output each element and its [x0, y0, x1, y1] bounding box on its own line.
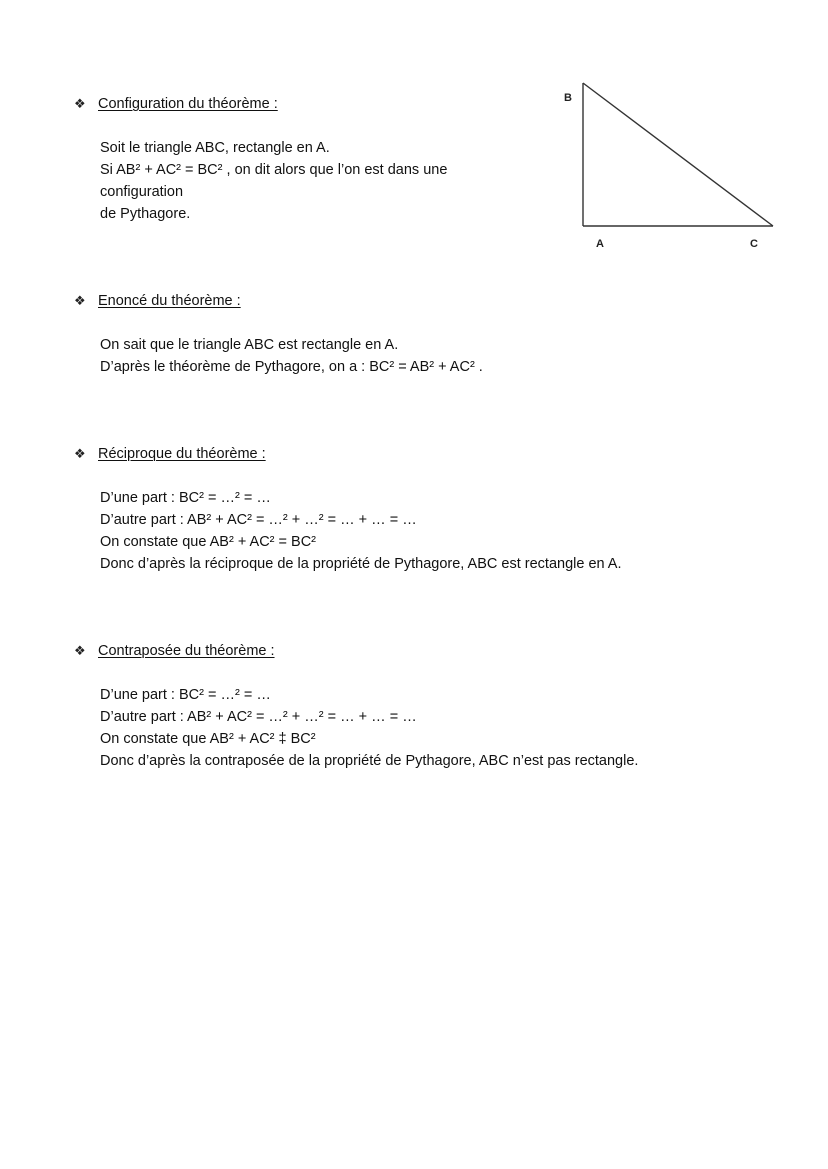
- text-line: D’une part : BC² = …² = …: [100, 687, 271, 703]
- diamond-bullet-icon: ❖: [74, 446, 86, 461]
- section-title: Contraposée du théorème :: [98, 643, 275, 659]
- section-heading-enonce: [74, 290, 404, 312]
- right-triangle-figure: [545, 80, 795, 260]
- diamond-bullet-icon: ❖: [74, 293, 86, 308]
- text-line: On sait que le triangle ABC est rectangle en A.: [100, 337, 399, 353]
- section-body-reciproque: [100, 487, 720, 575]
- text-line: On constate que AB² + AC² ‡ BC²: [100, 731, 316, 747]
- text-line: configuration: [100, 184, 184, 200]
- vertex-label-a: A: [596, 238, 604, 250]
- section-heading-contraposee: [74, 640, 404, 662]
- section-title: Configuration du théorème :: [98, 96, 278, 112]
- text-line: D’autre part : AB² + AC² = …² + …² = … + … = …: [100, 512, 417, 528]
- text-line: Si AB² + AC² = BC² , on dit alors que l’on est dans une: [100, 162, 448, 178]
- vertex-label-b: B: [564, 92, 572, 104]
- text-line: Soit le triangle ABC, rectangle en A.: [100, 140, 330, 156]
- text-line: D’autre part : AB² + AC² = …² + …² = … + … = …: [100, 709, 417, 725]
- diamond-bullet-icon: ❖: [74, 96, 86, 111]
- text-line: Donc d’après la réciproque de la propriété de Pythagore, ABC est rectangle en A.: [100, 556, 622, 572]
- section-heading-configuration: [74, 93, 404, 115]
- text-line: de Pythagore.: [100, 206, 191, 222]
- side-bc-hypotenuse: [583, 83, 773, 226]
- diamond-bullet-icon: ❖: [74, 643, 86, 658]
- section-title: Enoncé du théorème :: [98, 293, 241, 309]
- section-heading-reciproque: [74, 443, 404, 465]
- text-line: On constate que AB² + AC² = BC²: [100, 534, 316, 550]
- text-line: Donc d’après la contraposée de la propriété de Pythagore, ABC n’est pas rectangle.: [100, 753, 639, 769]
- vertex-label-c: C: [750, 238, 758, 250]
- section-body-enonce: [100, 334, 720, 378]
- text-line: D’une part : BC² = …² = …: [100, 490, 271, 506]
- text-line: D’après le théorème de Pythagore, on a : BC² = AB² + AC² .: [100, 359, 483, 375]
- section-body-contraposee: [100, 684, 720, 772]
- section-title: Réciproque du théorème :: [98, 446, 266, 462]
